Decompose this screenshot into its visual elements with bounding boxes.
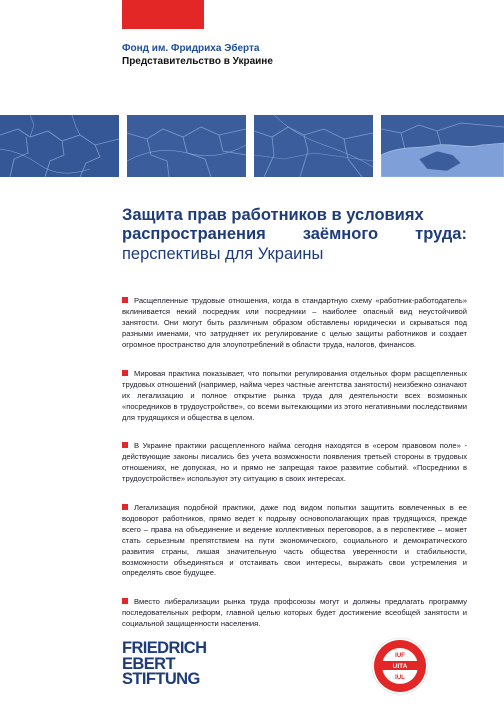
paragraph-text: Легализация подобной практики, даже под видом попытки защитить вовлеченных в ее водоворот работников, прямо ведет к подрыву основополагающих прав трудящихся, прежде всего – права на объединение и ведение коллективных переговоров, а в перспективе – может стать серьезным препятствием на пути экономического, социального и демократического развития страны, лишая значительную часть общества уверенности и стабильности, возможности объединяться и отстаивать свои интересы, выражать свои устремления и определять свое будущее. [122, 503, 467, 578]
title-subtitle: перспективы для Украины [122, 245, 324, 263]
org-name: Фонд им. Фридриха Эберта [122, 43, 260, 54]
logo-text-uita: UITA [392, 663, 408, 670]
paragraph [122, 597, 467, 630]
paragraph-text: Мировая практика показывает, что попытки регулирования отдельных форм расщепленных трудовых отношений (например, найма через частные агентства занятости) неизбежно означают их легализацию и полное открытие рынка труда для деятельности всех возможных «посредников в трудоустройстве», со всеми вытекающими из этого негативными последствиями для трудящихся и общества в целом. [122, 369, 467, 422]
paragraph [122, 503, 467, 579]
title-line-1: Защита прав работников в условиях [122, 206, 424, 224]
document-title [122, 206, 467, 264]
org-office: Представительство в Украине [122, 56, 273, 67]
logo-text-iul: IUL [395, 675, 405, 681]
paragraph [122, 369, 467, 424]
red-accent-block [122, 0, 204, 29]
fes-logo [122, 641, 206, 688]
map-panel-3 [254, 115, 373, 177]
map-panel-4 [381, 115, 504, 177]
title-word: заёмного [302, 225, 379, 243]
red-bullet-icon [122, 504, 128, 510]
red-bullet-icon [122, 598, 128, 604]
map-panel-1 [0, 115, 119, 177]
fes-logo-line: FRIEDRICH [122, 639, 207, 657]
organization-header [122, 42, 273, 68]
paragraph-text: В Украине практики расщепленного найма сегодня находятся в «сером правовом поле» - действующие законы писались без учета возможности появления третьей стороны в трудовых отношениях, не допуская, но и прямо не запрещая такое развитие событий. «Посредники в трудоустройстве» используют эту ситуацию в своих интересах. [122, 441, 467, 483]
red-bullet-icon [122, 370, 128, 376]
title-word: распространения [122, 225, 266, 243]
map-banner [0, 115, 504, 177]
red-bullet-icon [122, 297, 128, 303]
logo-text-iuf: IUF [395, 653, 405, 659]
fes-logo-line: STIFTUNG [122, 670, 200, 688]
red-bullet-icon [122, 442, 128, 448]
title-line-2 [122, 225, 467, 244]
paragraph [122, 441, 467, 485]
title-word: труда: [415, 225, 467, 243]
fes-logo-line: EBERT [122, 654, 175, 673]
paragraph-text: Вместо либерализации рынка труда профсоюзы могут и должны предлагать программу последовательных реформ, главной целью которых будет достижение всеобщей занятости и социальной защищенности населения. [122, 597, 467, 628]
iuf-logo [371, 637, 429, 695]
paragraph [122, 296, 467, 351]
map-panel-2 [127, 115, 246, 177]
paragraph-text: Расщепленные трудовые отношения, когда в стандартную схему «работник-работодатель» вклинивается некий посредник или посредники – наиболее опасный вид неустойчивой занятости. Они могут быть различным образом обставлены юридически и скрываться под разными именами, что затрудняет их регулирование с целью защиты работников и создает огромное пространство для злоупотреблений в области труда, налогов, финансов. [122, 296, 467, 349]
